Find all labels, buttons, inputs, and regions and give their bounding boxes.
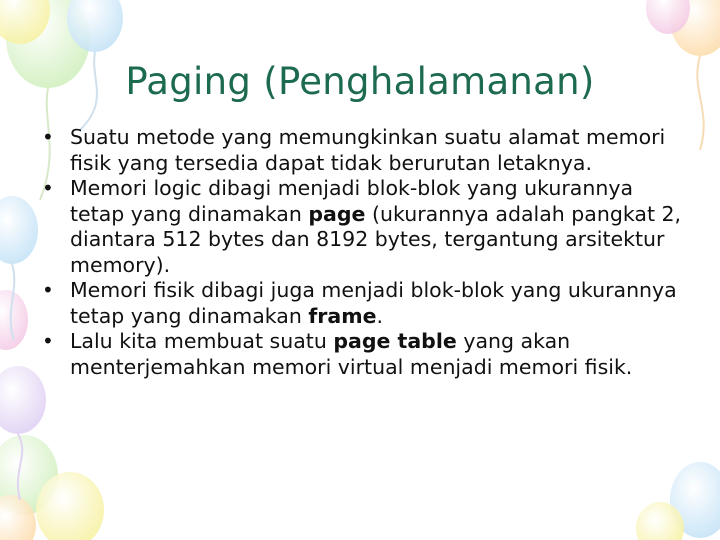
bullet-item (40, 125, 690, 176)
bullet-segment: (ukurannya adalah pangkat 2, diantara 512 bytes dan 8192 bytes, tergantung arsitektur memory). (70, 201, 682, 277)
bullet-marker: • (42, 176, 54, 200)
bullet-text (70, 125, 665, 175)
bullet-marker: • (42, 278, 54, 302)
bullet-item (40, 329, 690, 380)
bullet-text (70, 176, 681, 277)
bullet-segment: Memori fisik dibagi juga menjadi blok-blok yang ukurannya tetap yang dinamakan (70, 278, 677, 328)
bold-term: frame (308, 303, 377, 328)
bullet-item (40, 278, 690, 329)
slide-title: Paging (Penghalamanan) (125, 60, 595, 103)
bullet-segment: yang akan menterjemahkan memori virtual menjadi memori fisik. (70, 329, 633, 379)
bullet-segment: Suatu metode yang memungkinkan suatu alamat memori fisik yang tersedia dapat tidak berurutan letaknya. (70, 125, 666, 175)
bullet-text (70, 278, 677, 328)
bold-term: page (308, 201, 366, 226)
bullet-marker: • (42, 329, 54, 353)
bullet-text (70, 329, 632, 379)
bullet-item (40, 176, 690, 278)
bullet-segment: Memori logic dibagi menjadi blok-blok yang ukurannya tetap yang dinamakan (70, 176, 634, 226)
bullet-marker: • (42, 125, 54, 149)
bullet-segment: . (376, 303, 384, 328)
bold-term: page table (333, 329, 457, 353)
bullet-list (40, 125, 690, 380)
bullet-segment: Lalu kita membuat suatu (70, 329, 334, 353)
